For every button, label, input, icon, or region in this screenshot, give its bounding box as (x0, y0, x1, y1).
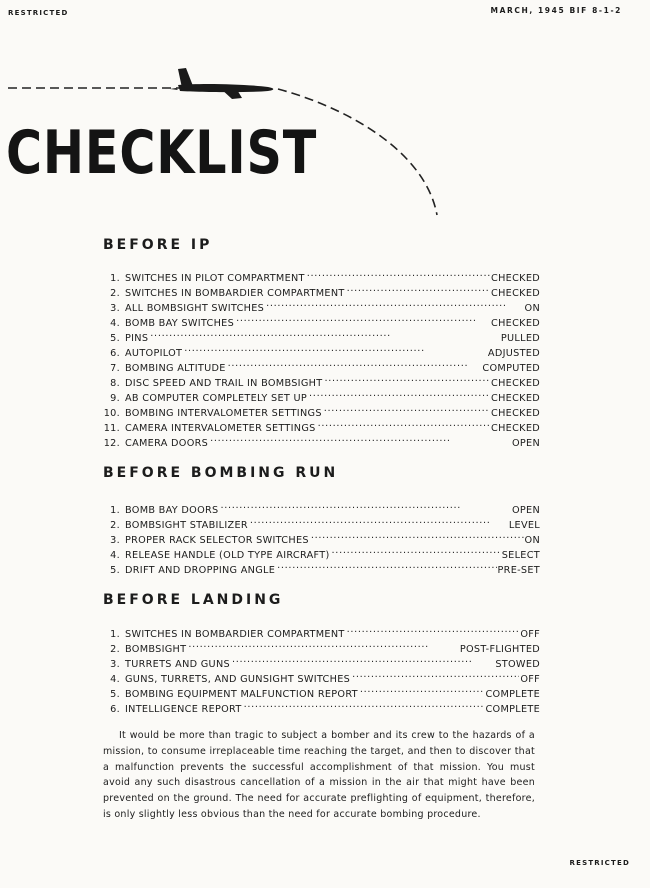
section-heading-before-landing: BEFORE LANDING (103, 592, 284, 608)
checklist-item: 12. CAMERA DOORS . . . OPEN (100, 431, 540, 446)
header-classification: RESTRICTED (8, 9, 69, 17)
closing-paragraph: It would be more than tragic to subject a bomber and its crew to the hazards of a mission, to consume irreplaceable time reaching the target, and then to discover that a malfunction prevents the successful accomplishment of that mission. You must avoid any such disastrous cancellation of a mission in the air that might have been prevented on the ground. The need for accurate preflighting of equipment, therefore, is only slightly less obvious than the need for accurate bombing procedure. (103, 730, 535, 820)
checklist-item: 4. GUNS, TURRETS, AND GUNSIGHT SWITCHES . . . OFF (100, 667, 540, 682)
checklist-item: 4. BOMB BAY SWITCHES . . . CHECKED (100, 311, 540, 326)
checklist-item: 5. DRIFT AND DROPPING ANGLE . . . PRE-SET (100, 558, 540, 573)
checklist-item: 9. AB COMPUTER COMPLETELY SET UP . . . CHECKED (100, 386, 540, 401)
checklist-item: 1. BOMB BAY DOORS . . . OPEN (100, 498, 540, 513)
section-heading-before-bombing-run: BEFORE BOMBING RUN (103, 465, 339, 481)
checklist-item: 1. SWITCHES IN BOMBARDIER COMPARTMENT . . . OFF (100, 622, 540, 637)
checklist-item: 8. DISC SPEED AND TRAIL IN BOMBSIGHT . . . CHECKED (100, 371, 540, 386)
header-date-reference: MARCH, 1945 BIF 8-1-2 (490, 6, 622, 15)
footer-classification: RESTRICTED (569, 859, 630, 867)
checklist-before-landing (100, 622, 540, 715)
checklist-item: 2. BOMBSIGHT STABILIZER . . . LEVEL (100, 513, 540, 528)
bomber-airplane-icon (170, 68, 273, 99)
section-heading-before-ip: BEFORE IP (103, 237, 213, 253)
checklist-item: 6. AUTOPILOT . . . ADJUSTED (100, 341, 540, 356)
checklist-item: 3. TURRETS AND GUNS . . . STOWED (100, 652, 540, 667)
checklist-item: 4. RELEASE HANDLE (OLD TYPE AIRCRAFT) . . . SELECT (100, 543, 540, 558)
checklist-item: 5. PINS . . . PULLED (100, 326, 540, 341)
checklist-item: 1. SWITCHES IN PILOT COMPARTMENT . . . CHECKED (100, 266, 540, 281)
checklist-item: 3. ALL BOMBSIGHT SWITCHES . . . ON (100, 296, 540, 311)
checklist-item: 6. INTELLIGENCE REPORT . . . COMPLETE (100, 697, 540, 712)
checklist-item: 7. BOMBING ALTITUDE . . . COMPUTED (100, 356, 540, 371)
checklist-item: 5. BOMBING EQUIPMENT MALFUNCTION REPORT . . . COMPLETE (100, 682, 540, 697)
checklist-item: 2. BOMBSIGHT . . . POST-FLIGHTED (100, 637, 540, 652)
checklist-item: 3. PROPER RACK SELECTOR SWITCHES . . . ON (100, 528, 540, 543)
checklist-item: 2. SWITCHES IN BOMBARDIER COMPARTMENT . . . CHECKED (100, 281, 540, 296)
page-title: CHECKLIST (6, 118, 318, 188)
checklist-before-ip (100, 266, 540, 449)
checklist-item: 11. CAMERA INTERVALOMETER SETTINGS . . . CHECKED (100, 416, 540, 431)
checklist-before-bombing-run (100, 498, 540, 576)
checklist-item: 10. BOMBING INTERVALOMETER SETTINGS . . . CHECKED (100, 401, 540, 416)
